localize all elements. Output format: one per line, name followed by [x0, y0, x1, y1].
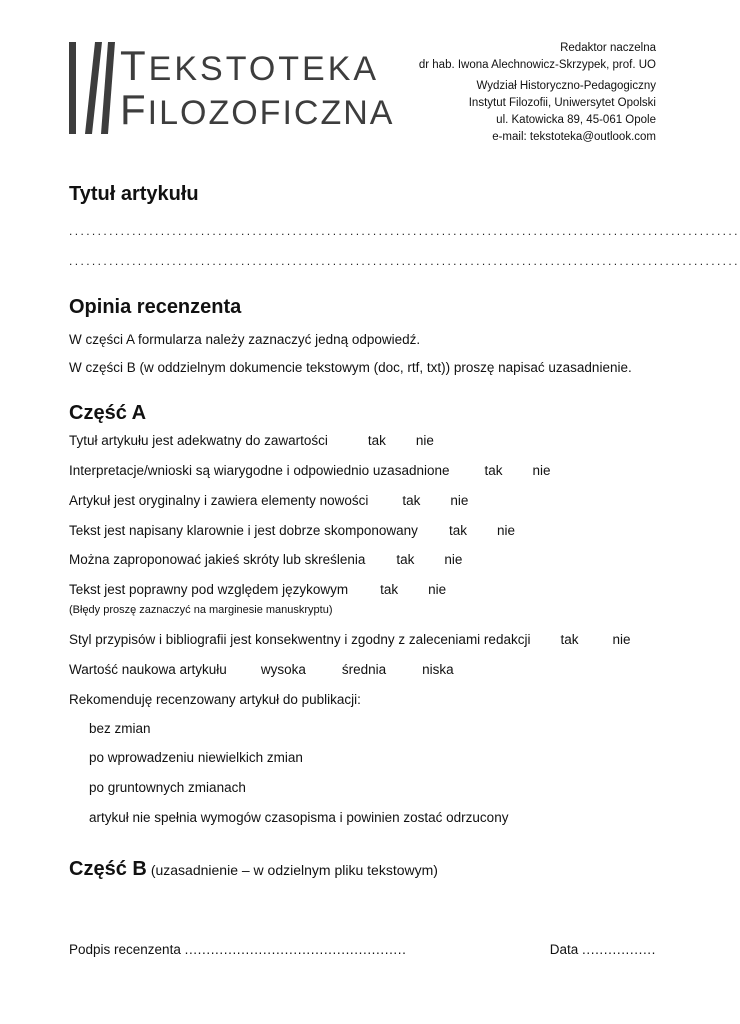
question-text: Tytuł artykułu jest adekwatny do zawartości [69, 433, 328, 448]
question-row [69, 551, 462, 569]
date-dots: ................. [582, 942, 656, 957]
option-mid[interactable]: średnia [341, 662, 387, 677]
signature-label: Podpis recenzenta [69, 942, 181, 957]
signature-dots: ................................................... [184, 942, 407, 957]
part-b-note: (uzasadnienie – w odzielnym pliku tekstowym) [150, 862, 438, 878]
instruction-part-b: W części B (w oddzielnym dokumencie tekstowym (doc, rtf, txt)) proszę napisać uzasadnienie. [69, 360, 632, 375]
recommendation-option[interactable]: po wprowadzeniu niewielkich zmian [89, 750, 303, 765]
option-low[interactable]: niska [422, 662, 454, 677]
question-row [69, 581, 446, 599]
option-yes[interactable]: tak [402, 493, 421, 508]
logo-text-line2: FILOZOFICZNA [120, 86, 395, 133]
date-label: Data [549, 942, 579, 957]
contact-block [419, 40, 656, 146]
option-yes[interactable]: tak [367, 433, 386, 448]
question-row [69, 432, 434, 450]
question-row [69, 522, 515, 540]
question-row [69, 631, 630, 649]
date-field[interactable] [550, 942, 656, 957]
question-row [69, 661, 454, 679]
contact-institute: Instytut Filozofii, Uniwersytet Opolski [468, 97, 656, 109]
contact-email: e-mail: tekstoteka@outlook.com [492, 131, 656, 143]
question-text: Tekst jest napisany klarownie i jest dobrze skomponowany [69, 523, 418, 538]
part-b-heading: Część B [69, 858, 147, 880]
instruction-part-a: W części A formularza należy zaznaczyć jedną odpowiedź. [69, 332, 421, 347]
question-text: Można zaproponować jakieś skróty lub skreślenia [69, 552, 366, 567]
contact-editor: dr hab. Iwona Alechnowicz-Skrzypek, prof. UO [418, 59, 656, 71]
option-no[interactable]: nie [612, 632, 631, 647]
title-heading: Tytuł artykułu [69, 183, 199, 205]
contact-role: Redaktor naczelna [560, 42, 656, 54]
option-yes[interactable]: tak [560, 632, 579, 647]
option-no[interactable]: nie [415, 433, 434, 448]
contact-address: ul. Katowicka 89, 45-061 Opole [496, 114, 656, 126]
part-a-heading: Część A [69, 402, 147, 424]
question-text: Styl przypisów i bibliografii jest konsekwentny i zgodny z zaleceniami redakcji [69, 632, 531, 647]
question-row [69, 492, 468, 510]
title-dotted-line-2[interactable]: ..................................................................................................................... [69, 254, 740, 268]
question-row [69, 462, 551, 480]
question-text: Wartość naukowa artykułu [69, 662, 227, 677]
option-no[interactable]: nie [496, 523, 515, 538]
logo-bars-icon [69, 42, 115, 134]
signature-field[interactable] [69, 942, 406, 957]
recommendation-option[interactable]: artykuł nie spełnia wymogów czasopisma i powinien zostać odrzucony [89, 810, 509, 825]
option-high[interactable]: wysoka [260, 662, 306, 677]
recommendation-label: Rekomenduję recenzowany artykuł do publikacji: [69, 692, 361, 707]
option-no[interactable]: nie [444, 552, 463, 567]
option-yes[interactable]: tak [484, 463, 503, 478]
option-no[interactable]: nie [428, 582, 447, 597]
option-yes[interactable]: tak [380, 582, 399, 597]
part-b-heading-row [69, 858, 438, 881]
option-yes[interactable]: tak [448, 523, 467, 538]
question-text: Interpretacje/wnioski są wiarygodne i odpowiednio uzasadnione [69, 463, 450, 478]
option-no[interactable]: nie [450, 493, 469, 508]
title-dotted-line-1[interactable]: ..................................................................................................................... [69, 224, 740, 238]
question-note: (Błędy proszę zaznaczyć na marginesie manuskryptu) [69, 604, 333, 616]
logo-text-line1: TEKSTOTEKA [120, 42, 380, 89]
recommendation-option[interactable]: bez zmian [89, 721, 151, 736]
option-yes[interactable]: tak [396, 552, 415, 567]
contact-dept: Wydział Historyczno-Pedagogiczny [476, 80, 656, 92]
question-text: Tekst jest poprawny pod względem językowym [69, 582, 349, 597]
question-text: Artykuł jest oryginalny i zawiera elementy nowości [69, 493, 369, 508]
recommendation-option[interactable]: po gruntownych zmianach [89, 780, 246, 795]
option-no[interactable]: nie [532, 463, 551, 478]
opinion-heading: Opinia recenzenta [69, 296, 242, 318]
